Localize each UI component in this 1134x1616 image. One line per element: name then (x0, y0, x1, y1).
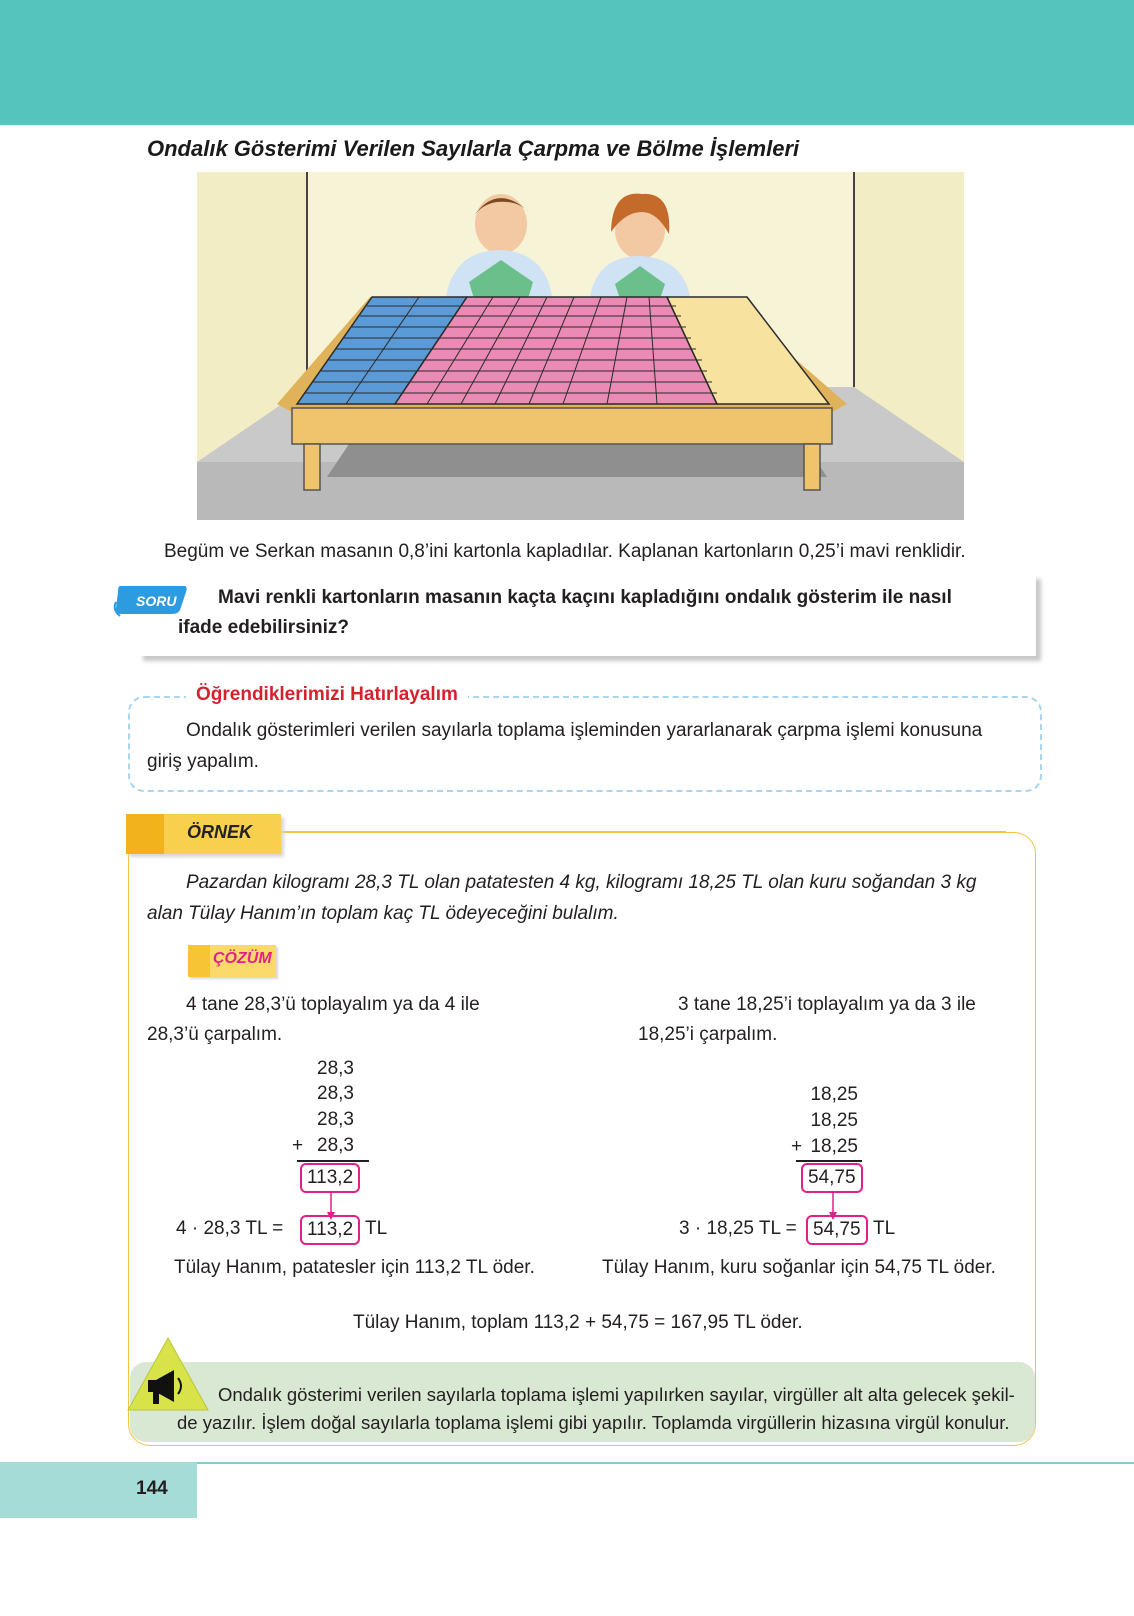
left-equation-result: 113,2 (300, 1215, 360, 1245)
left-plus-sign: + (292, 1135, 304, 1156)
right-solution-line-2: 18,25’i çarpalım. (638, 1024, 778, 1045)
left-equation-prefix: 4 · 28,3 TL = (176, 1218, 284, 1239)
total-line: Tülay Hanım, toplam 113,2 + 54,75 = 167,95 TL öder. (353, 1312, 803, 1333)
right-equation-result: 54,75 (806, 1215, 868, 1245)
left-sum-wrap (300, 1163, 360, 1193)
classroom-illustration (197, 172, 964, 520)
question-line-1: Mavi renkli kartonların masanın kaçta kaçını kapladığını ondalık gösterim ile nasıl (218, 587, 952, 608)
right-solution-line-1: 3 tane 18,25’i toplayalım ya da 3 ile (678, 994, 976, 1015)
left-solution-line-2: 28,3’ü çarpalım. (147, 1024, 283, 1045)
right-sum-line (796, 1160, 862, 1162)
right-sum-box: 54,75 (801, 1163, 863, 1193)
example-line-1: Pazardan kilogramı 28,3 TL olan patatesten 4 kg, kilogramı 18,25 TL olan kuru soğandan 3 kg (186, 872, 977, 893)
right-equation-prefix: 3 · 18,25 TL = (679, 1218, 797, 1239)
example-label: ÖRNEK (187, 822, 253, 842)
left-addend-1: 28,3 (317, 1058, 354, 1079)
recall-line-1: Ondalık gösterimleri verilen sayılarla toplama işleminden yararlanarak çarpma işlemi konusuna (186, 720, 983, 741)
page-number: 144 (136, 1478, 168, 1499)
recall-line-2: giriş yapalım. (147, 751, 259, 772)
right-plus-sign: + (791, 1136, 803, 1157)
left-addend-2: 28,3 (317, 1083, 354, 1104)
example-tab-accent (126, 814, 164, 854)
note-line-2: de yazılır. İşlem doğal sayılarla toplama işlemi gibi yapılır. Toplamda virgüllerin hizasına virgül konulur. (177, 1412, 1010, 1433)
left-conclusion: Tülay Hanım, patatesler için 113,2 TL öder. (174, 1257, 535, 1278)
recall-title: Öğrendiklerimizi Hatırlayalım (186, 684, 468, 706)
footer-line (197, 1462, 1134, 1464)
right-equation-result-wrap (806, 1215, 868, 1245)
left-equation-result-wrap (300, 1215, 360, 1245)
left-equation-unit: TL (365, 1218, 388, 1239)
left-solution-line-1: 4 tane 28,3’ü toplayalım ya da 4 ile (186, 994, 480, 1015)
left-sum-line (297, 1160, 369, 1162)
solution-label: ÇÖZÜM (213, 950, 272, 967)
example-line-2: alan Tülay Hanım’ın toplam kaç TL ödeyeceğini bulalım. (147, 903, 619, 924)
left-sum-box: 113,2 (300, 1163, 360, 1193)
left-addend-4: 28,3 (317, 1135, 354, 1156)
note-line-1: Ondalık gösterimi verilen sayılarla toplama işlemi yapılırken sayılar, virgüller alt alta gelecek şekil- (218, 1384, 1015, 1405)
soru-badge (112, 580, 192, 620)
intro-text: Begüm ve Serkan masanın 0,8’ini kartonla kapladılar. Kaplanan kartonların 0,25’i mavi renklidir. (164, 541, 966, 562)
megaphone-icon (126, 1336, 210, 1412)
header-band (0, 0, 1134, 125)
solution-tag-accent (188, 945, 210, 977)
right-addend-3: 18,25 (810, 1136, 858, 1157)
question-line-2: ifade edebilirsiniz? (178, 617, 350, 638)
example-divider (281, 831, 1006, 833)
right-conclusion: Tülay Hanım, kuru soğanlar için 54,75 TL öder. (602, 1257, 996, 1278)
right-equation-unit: TL (873, 1218, 896, 1239)
soru-label: SORU (136, 593, 177, 609)
right-addend-2: 18,25 (810, 1110, 858, 1131)
page-title: Ondalık Gösterimi Verilen Sayılarla Çarpma ve Bölme İşlemleri (147, 136, 800, 161)
right-sum-wrap (801, 1163, 863, 1193)
right-addend-1: 18,25 (810, 1084, 858, 1105)
question-box (138, 574, 1036, 656)
left-addend-3: 28,3 (317, 1109, 354, 1130)
